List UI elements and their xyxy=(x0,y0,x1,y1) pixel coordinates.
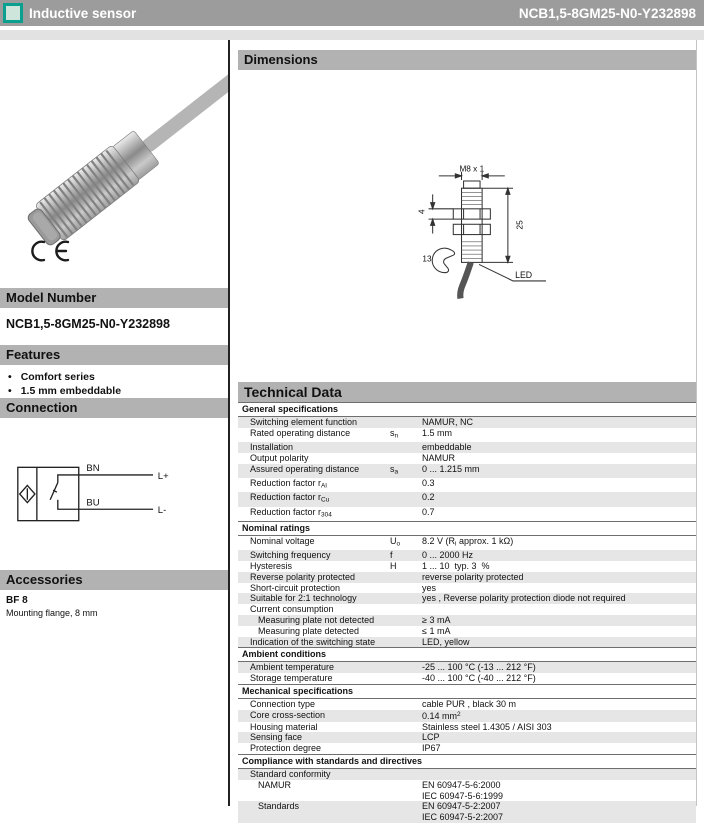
section-header-accessories xyxy=(0,570,228,590)
spec-value: reverse polarity protected xyxy=(422,571,524,582)
spec-label: Ambient temperature xyxy=(250,662,335,673)
spec-value xyxy=(422,604,696,615)
spec-value: NAMUR xyxy=(422,452,455,463)
cable xyxy=(139,48,228,155)
spec-row xyxy=(238,561,696,572)
connection-diagram xyxy=(0,418,228,570)
spec-label: Nominal voltage xyxy=(250,535,315,546)
spec-value: yes xyxy=(422,582,437,593)
thread-label: M8 x 1 xyxy=(459,164,485,174)
spec-value: yes , Reverse polarity protection diode not required xyxy=(422,593,626,604)
feature-item: • 1.5 mm embeddable xyxy=(8,384,228,398)
spec-symbol xyxy=(390,780,422,802)
spec-row xyxy=(238,464,696,478)
wire-label-bn: BN xyxy=(86,463,100,475)
spec-symbol: $s_n$ xyxy=(390,427,399,440)
spec-row xyxy=(238,428,696,442)
spec-value: 0 ... 2000 Hz xyxy=(422,550,474,561)
spec-row xyxy=(238,710,696,722)
spec-label: Connection type xyxy=(250,698,316,709)
spec-group-header: Nominal ratings xyxy=(238,521,696,536)
spec-label: Measuring plate not detected xyxy=(258,614,375,625)
section-title: Dimensions xyxy=(244,52,318,67)
spec-row xyxy=(238,550,696,561)
section-title: Features xyxy=(6,347,61,362)
spec-row xyxy=(238,417,696,428)
spec-label: Reduction factor $r_{Cu}$ xyxy=(250,492,330,504)
technical-data-table xyxy=(238,402,696,823)
spec-value: cable PUR , black 30 m xyxy=(422,698,517,709)
feature-item: • Comfort series xyxy=(8,370,228,384)
spec-label: Housing material xyxy=(250,721,318,732)
spec-label: Sensing face xyxy=(250,732,303,743)
accessory-name: BF 8 xyxy=(6,595,28,606)
product-photo xyxy=(0,40,228,288)
spec-row xyxy=(238,442,696,453)
spec-row xyxy=(238,453,696,464)
spec-row xyxy=(238,722,696,733)
spec-value: LCP xyxy=(422,732,440,743)
spec-label: Standards xyxy=(258,801,300,812)
spec-symbol xyxy=(390,583,422,594)
spec-row xyxy=(238,615,696,626)
spec-row xyxy=(238,572,696,583)
spec-symbol xyxy=(390,572,422,583)
spec-row xyxy=(238,478,696,492)
spec-row xyxy=(238,780,696,802)
spec-label: Reverse polarity protected xyxy=(250,571,356,582)
terminal-label-lminus: L- xyxy=(157,505,167,517)
spec-symbol: $s_a$ xyxy=(390,463,399,476)
spec-row xyxy=(238,743,696,754)
spec-label: Standard conformity xyxy=(250,768,331,779)
spec-value: NAMUR, NC xyxy=(422,417,473,427)
sensor-cap xyxy=(464,181,480,188)
spec-value: 1.5 mm xyxy=(422,427,453,438)
spec-symbol: H xyxy=(390,560,397,571)
spec-symbol xyxy=(390,604,422,615)
spec-row xyxy=(238,626,696,637)
spec-label: Switching element function xyxy=(250,417,358,427)
spec-row xyxy=(238,732,696,743)
wrench-size-label: 13 xyxy=(422,254,432,264)
spec-value: ≥ 3 mA xyxy=(422,614,451,625)
product-type-title: Inductive sensor xyxy=(29,5,137,21)
spec-value: -40 ... 100 °C (-40 ... 212 °F) xyxy=(422,673,536,684)
spec-symbol xyxy=(390,442,422,453)
terminal-label-lplus: L+ xyxy=(157,470,169,482)
spec-row xyxy=(238,769,696,780)
spec-row xyxy=(238,699,696,710)
spec-symbol xyxy=(390,769,422,780)
dimensions-drawing xyxy=(238,70,696,382)
spec-label: Protection degree xyxy=(250,743,322,754)
spec-row xyxy=(238,637,696,648)
spec-value: EN 60947-5-2:2007 IEC 60947-5-2:2007 xyxy=(422,801,504,823)
spec-value: 0.2 xyxy=(422,492,435,503)
spec-label: Hysteresis xyxy=(250,560,293,571)
spec-label: Indication of the switching state xyxy=(250,636,376,647)
hex-nut-lower xyxy=(453,224,490,234)
section-title: Connection xyxy=(6,400,78,415)
spec-row xyxy=(238,492,696,506)
led-leader-line xyxy=(479,264,546,280)
nut-height-label: 4 xyxy=(417,209,427,214)
section-title: Accessories xyxy=(6,572,83,587)
left-column xyxy=(0,40,230,806)
spec-label: Reduction factor $r_{Al}$ xyxy=(250,477,327,490)
spec-label: Core cross-section xyxy=(250,709,326,720)
brand-square-icon xyxy=(3,3,23,23)
spec-symbol xyxy=(390,417,422,428)
page-content xyxy=(0,40,704,823)
wrench-icon xyxy=(432,248,454,272)
spec-value: Stainless steel 1.4305 / AISI 303 xyxy=(422,721,552,732)
spec-value: 0.14 $mm^2$ xyxy=(422,710,461,721)
cable-drawing xyxy=(460,262,471,298)
features-list xyxy=(0,365,228,398)
spec-symbol xyxy=(390,626,422,637)
section-header-dimensions xyxy=(238,50,696,70)
spec-label: Installation xyxy=(250,442,294,453)
spec-label: Switching frequency xyxy=(250,550,331,561)
right-column xyxy=(238,40,697,823)
spec-label: Short-circuit protection xyxy=(250,582,341,593)
spec-row xyxy=(238,662,696,673)
spec-label: Assured operating distance xyxy=(250,463,360,474)
spec-group-header: Mechanical specifications xyxy=(238,684,696,699)
spec-row xyxy=(238,536,696,550)
spec-value: -25 ... 100 °C (-13 ... 212 °F) xyxy=(422,662,536,673)
led-label: LED xyxy=(515,269,533,280)
spec-symbol xyxy=(390,615,422,626)
spec-value: IP67 xyxy=(422,743,441,754)
header-separator-strip xyxy=(0,30,704,40)
spec-label: Storage temperature xyxy=(250,673,333,684)
spec-row xyxy=(238,673,696,684)
spec-symbol xyxy=(390,637,422,648)
spec-row xyxy=(238,801,696,823)
section-header-features xyxy=(0,345,228,365)
header-model-number: NCB1,5-8GM25-N0-Y232898 xyxy=(518,5,696,21)
top-header-bar xyxy=(0,0,704,26)
spec-symbol xyxy=(390,710,422,722)
spec-symbol xyxy=(390,662,422,673)
spec-row xyxy=(238,593,696,604)
spec-symbol xyxy=(390,453,422,464)
section-header-technical-data xyxy=(238,382,696,402)
section-title: Model Number xyxy=(6,290,97,305)
spec-value: EN 60947-5-6:2000 IEC 60947-5-6:1999 xyxy=(422,779,504,801)
spec-symbol xyxy=(390,507,422,521)
spec-value: 0.3 xyxy=(422,477,435,488)
spec-group-header: Compliance with standards and directives xyxy=(238,754,696,769)
length-label: 25 xyxy=(515,220,525,230)
section-header-model-number xyxy=(0,288,228,308)
spec-symbol: $U_o$ xyxy=(390,535,401,548)
sensor-photo-illustration xyxy=(0,48,228,268)
spec-label: Measuring plate detected xyxy=(258,625,360,636)
spec-symbol xyxy=(390,732,422,743)
accessory-description: Mounting flange, 8 mm xyxy=(6,608,98,618)
spec-value: LED, yellow xyxy=(422,636,470,647)
spec-label: Current consumption xyxy=(250,604,334,615)
spec-symbol xyxy=(390,593,422,604)
spec-group-header: Ambient conditions xyxy=(238,647,696,662)
spec-group-header: General specifications xyxy=(238,402,696,417)
sensor-barrel xyxy=(462,188,483,262)
spec-value: 0 ... 1.215 mm xyxy=(422,463,480,474)
spec-row xyxy=(238,604,696,615)
spec-symbol xyxy=(390,722,422,733)
ce-mark xyxy=(26,238,72,264)
spec-value: ≤ 1 mA xyxy=(422,625,451,636)
spec-label: Suitable for 2:1 technology xyxy=(250,593,357,604)
spec-symbol xyxy=(390,801,422,823)
spec-label: Rated operating distance xyxy=(250,427,351,438)
section-title: Technical Data xyxy=(244,384,342,400)
wire-label-bu: BU xyxy=(86,497,100,509)
spec-symbol xyxy=(390,478,422,492)
spec-symbol xyxy=(390,699,422,710)
spec-value: 0.7 xyxy=(422,506,435,517)
spec-symbol xyxy=(390,492,422,506)
hex-nut-upper xyxy=(453,209,490,219)
spec-value: embeddable xyxy=(422,442,472,453)
section-header-connection xyxy=(0,398,228,418)
spec-row xyxy=(238,507,696,521)
spec-label: Output polarity xyxy=(250,452,309,463)
spec-label: Reduction factor $r_{304}$ xyxy=(250,506,332,519)
spec-symbol: f xyxy=(390,550,393,561)
spec-row xyxy=(238,583,696,594)
spec-value: 8.2 V ($R_i$ approx. 1 kΩ) xyxy=(422,535,514,548)
model-number-value: NCB1,5-8GM25-N0-Y232898 xyxy=(6,317,170,331)
spec-value xyxy=(422,769,696,780)
spec-symbol xyxy=(390,743,422,754)
switch-symbol xyxy=(58,475,79,483)
spec-symbol xyxy=(390,673,422,684)
spec-value: 1 ... 10 typ. 3 % xyxy=(422,560,490,571)
spec-label: NAMUR xyxy=(258,779,291,790)
